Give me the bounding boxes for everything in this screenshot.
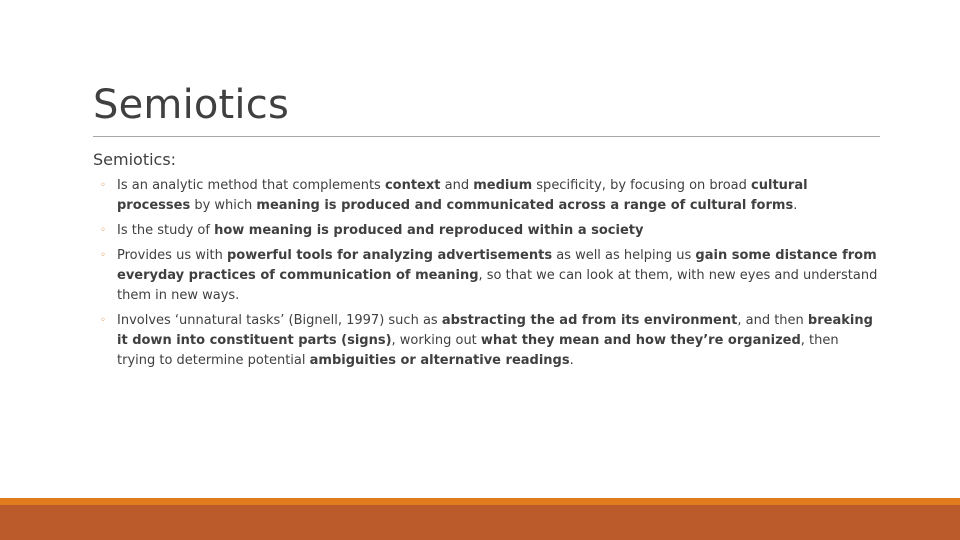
bullet-text-segment: how meaning is produced and reproduced within a society [214, 223, 644, 238]
bullet-text-segment: medium [473, 178, 533, 193]
bullet-text-segment: Involves ‘unnatural tasks’ (Bignell, 1997) such as [117, 313, 442, 328]
bullet-text-segment: meaning is produced and communicated across a range of cultural forms [256, 198, 794, 213]
bullet-item [100, 246, 880, 306]
bullet-text-segment: ambiguities or alternative readings [309, 353, 570, 368]
bullet-text-segment: cultural processes [117, 178, 808, 213]
bullet-text-segment: context [384, 178, 441, 193]
bullet-text-segment: abstracting the ad from its environment [441, 313, 738, 328]
bullet-text-segment: . [569, 353, 574, 368]
bullet-text-segment: gain some distance from everyday practices of communication of meaning [117, 248, 877, 283]
bullet-item [100, 311, 880, 371]
bullet-text-segment: Is the study of [117, 223, 215, 238]
bullet-text-segment: . [793, 198, 798, 213]
bullet-marker-icon: ◦ [100, 225, 106, 236]
bullet-text-segment: , so that we can look at them, with new eyes and understand them in new ways. [117, 268, 878, 303]
bullet-text-segment: Is an analytic method that complements [117, 178, 385, 193]
bullet-text-segment: , working out [391, 333, 481, 348]
bullet-text-segment: , and then [737, 313, 808, 328]
bullet-text-segment: what they mean and how they’re organized [480, 333, 801, 348]
bullet-marker-icon: ◦ [100, 180, 106, 191]
bullet-text-segment: , then trying to determine potential [117, 333, 839, 368]
bullet-text-segment: and [440, 178, 474, 193]
bullet-text-segment: by which [190, 198, 257, 213]
slide-subtitle: Semiotics: [93, 150, 177, 169]
slide-title: Semiotics [93, 82, 289, 128]
bullet-marker-icon: ◦ [100, 315, 106, 326]
bullet-text-segment: as well as helping us [552, 248, 696, 263]
bullet-item [100, 221, 880, 241]
bullet-text-segment: breaking it down into constituent parts (signs) [117, 313, 873, 348]
bullet-list [100, 176, 880, 376]
bullet-text-segment: powerful tools for analyzing advertisements [226, 248, 553, 263]
bullet-item [100, 176, 880, 216]
title-divider [93, 136, 880, 137]
bullet-text-segment: specificity, by focusing on broad [532, 178, 752, 193]
footer-accent-bar [0, 498, 960, 505]
footer-band [0, 505, 960, 540]
bullet-text-segment: Provides us with [117, 248, 227, 263]
bullet-marker-icon: ◦ [100, 250, 106, 261]
